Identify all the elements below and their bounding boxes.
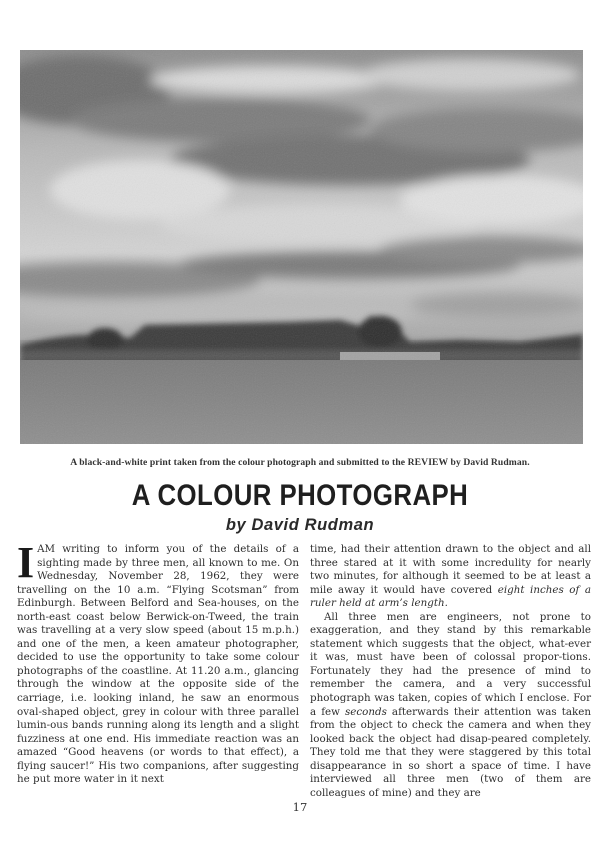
- landscape-photograph: [20, 50, 583, 444]
- grain: [20, 50, 583, 444]
- photo-caption: A black-and-white print taken from the colour photograph and submitted to the REVIEW by David Rudman.: [70, 457, 530, 468]
- paragraph-text: AM writing to inform you of the details of a sighting made by three men, all known to me. On Wednesday, November 28, 1962, they were travelling on the 10 a.m. “Flying Scotsman” from Edinburgh. Between Belford and Sea-houses, on the north-east coast below Berwick-on-Tweed, the train was travelling at a very slow speed (about 15 m.p.h.) and one of the men, a keen amateur photographer, decided to use the opportunity to take some colour photographs of the coastline. At 11.20 a.m., glancing through the window at the opposite side of the carriage, i.e. looking inland, he saw an enormous oval-shaped object, grey in colour with three parallel lumin-ous bands running along its length and a slight fuzziness at one end. His immediate reaction was an amazed “Good heavens (or words to that effect), a flying saucer!” His two companions, after suggesting he put more water in it next: [17, 543, 299, 786]
- article-column-right: [310, 543, 591, 800]
- paragraph: [310, 611, 591, 801]
- paragraph-text: afterwards their attention was taken from the object to check the camera and when they looked back the object had disap-peared completely. They told me that they were staggered by this total disappearance in so short a space of time. I have interviewed all three men (two of them are colleagues of mine) and they are: [310, 705, 591, 799]
- article-byline: by David Rudman: [225, 516, 375, 534]
- article-column-left: [17, 538, 299, 787]
- page-number: 17: [292, 800, 308, 814]
- paragraph-text: All three men are engineers, not prone to exaggeration, and they stand by this remarkable statement which suggests that the object, what-ever it was, must have been of colossal propor-tions. Fortunately they had the presence of mind to remember the camera, and a very successful photograph was taken, copies of which I enclose. For a few: [310, 610, 591, 718]
- paragraph-text: time, had their attention drawn to the object and all three stared at it with some incredulity for nearly two minutes, for although it seemed to be at least a mile away it would have covered: [310, 543, 591, 596]
- paragraph-text: .: [444, 597, 448, 610]
- article-title: A COLOUR PHOTOGRAPH: [131, 479, 469, 512]
- paragraph: [17, 538, 299, 787]
- emphasis-text: seconds: [345, 705, 387, 718]
- drop-cap: I: [17, 538, 35, 587]
- photo-graphic: [20, 50, 583, 444]
- paragraph: [310, 543, 591, 611]
- emphasis-text: eight inches of a ruler held at arm’s length: [310, 583, 592, 610]
